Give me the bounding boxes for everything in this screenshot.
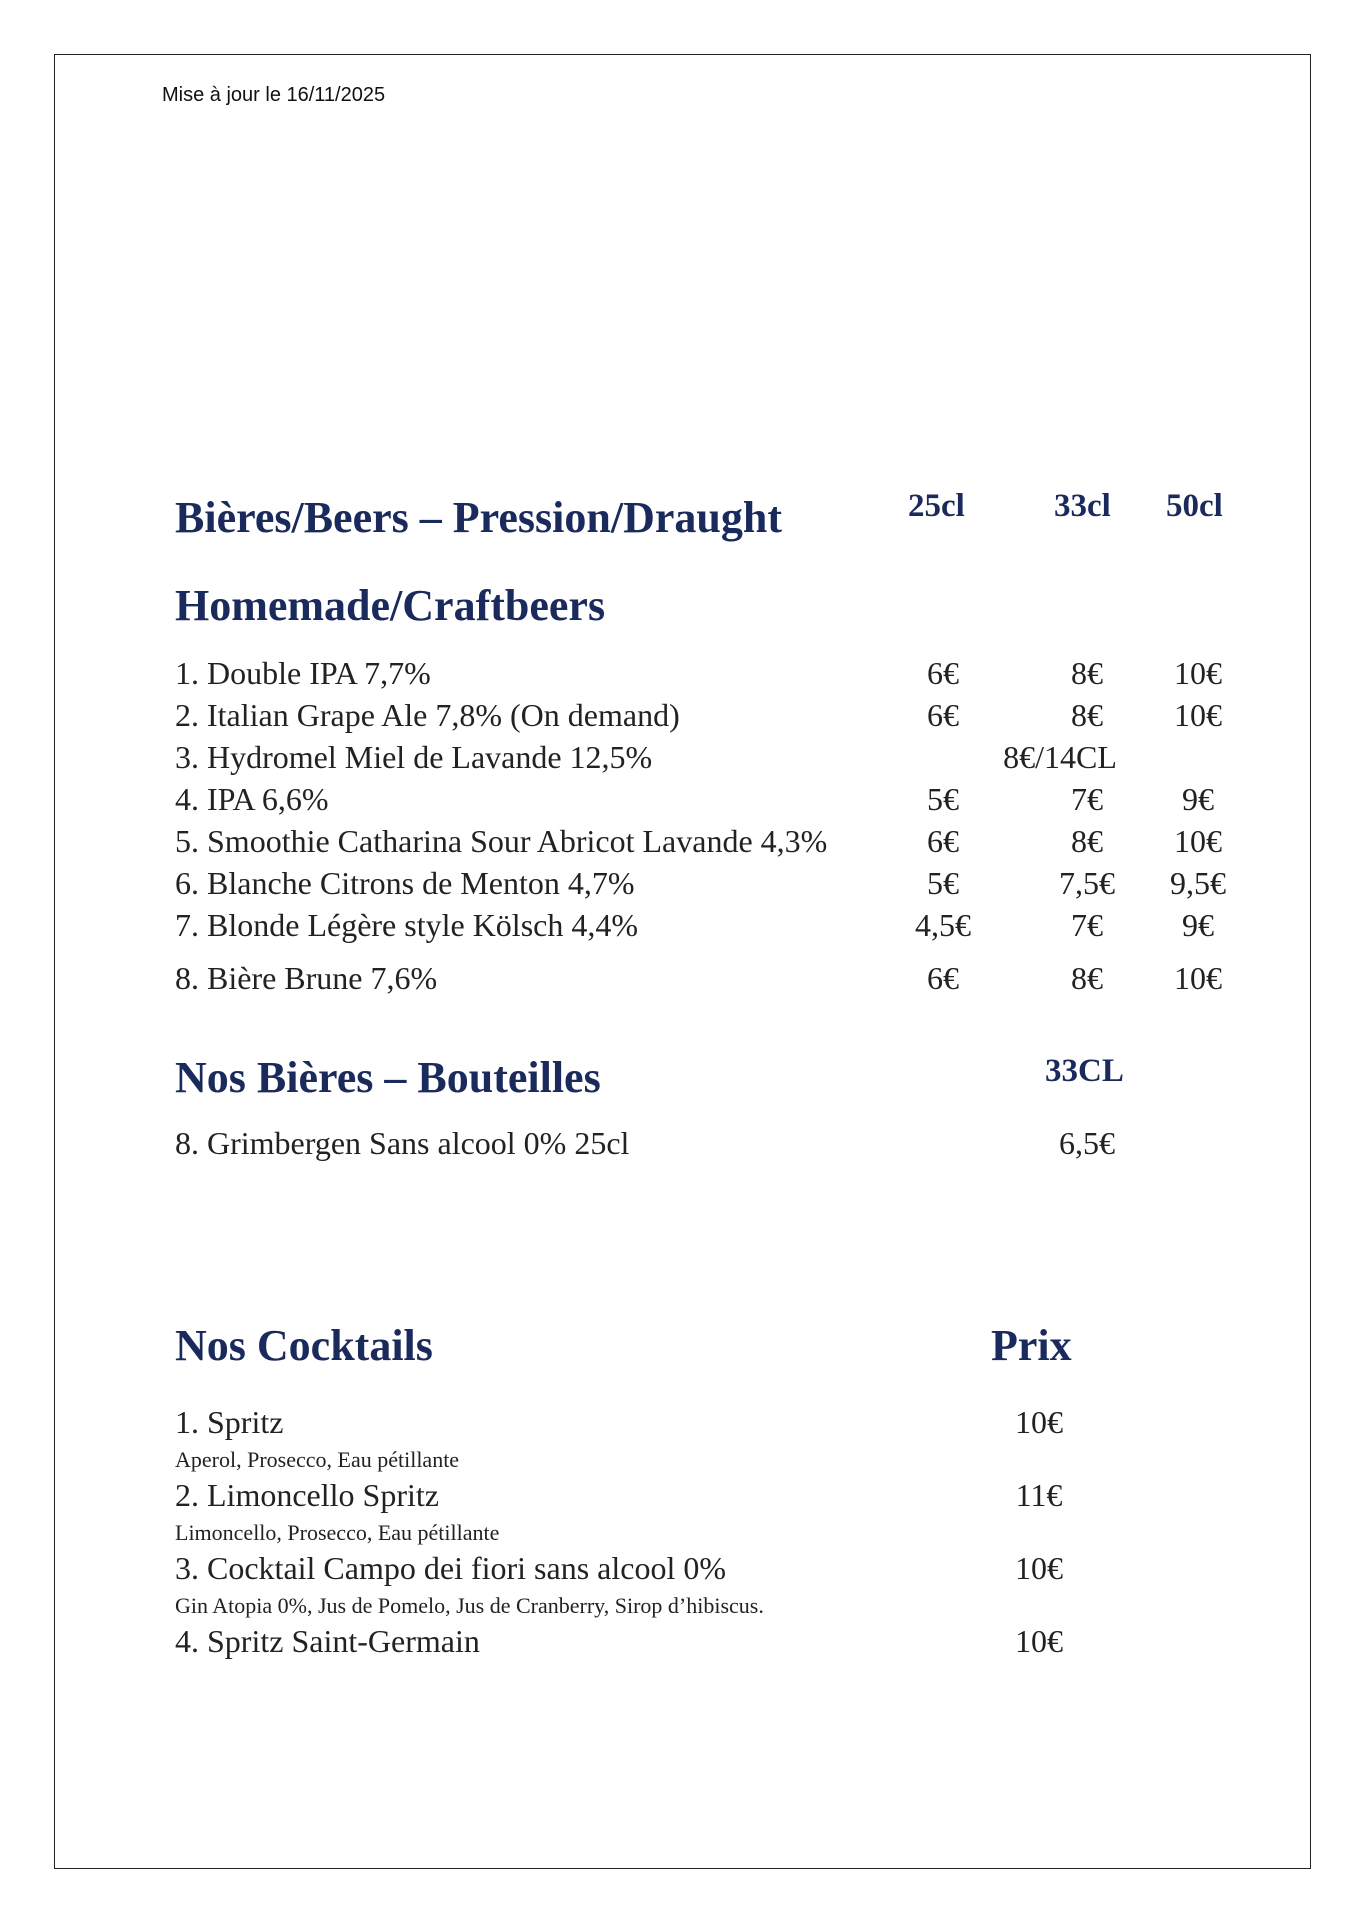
beer-name: 2. Italian Grape Ale 7,8% (On demand) — [175, 697, 680, 733]
bottles-title: Nos Bières – Bouteilles — [175, 1053, 601, 1102]
price-50cl: 10€ — [1174, 823, 1222, 859]
price-50cl: 9€ — [1182, 907, 1214, 943]
price-25cl: 4,5€ — [915, 907, 971, 943]
price-33cl: 7,5€ — [1059, 865, 1115, 901]
list-item — [0, 1477, 1358, 1517]
list-item — [0, 655, 1358, 695]
list-item — [0, 1404, 1358, 1444]
beer-name: 7. Blonde Légère style Kölsch 4,4% — [175, 907, 638, 943]
cocktail-name: 2. Limoncello Spritz — [175, 1477, 439, 1513]
price-33cl: 7€ — [1071, 781, 1103, 817]
list-item — [0, 739, 1358, 779]
price-33cl: 7€ — [1071, 907, 1103, 943]
list-item — [0, 1550, 1358, 1590]
cocktail-description: Limoncello, Prosecco, Eau pétillante — [175, 1520, 500, 1545]
price-50cl: 9,5€ — [1170, 865, 1226, 901]
price-25cl: 6€ — [927, 697, 959, 733]
beer-name: 8. Bière Brune 7,6% — [175, 960, 438, 996]
cocktail-name: 3. Cocktail Campo dei fiori sans alcool 0% — [175, 1550, 726, 1586]
size-25cl-header: 25cl — [908, 488, 965, 524]
size-33cl-header: 33cl — [1054, 488, 1111, 524]
cocktail-price: 11€ — [1015, 1477, 1063, 1513]
price-50cl: 10€ — [1174, 697, 1222, 733]
list-item — [0, 907, 1358, 947]
cocktails-title: Nos Cocktails — [175, 1321, 433, 1370]
cocktail-description: Aperol, Prosecco, Eau pétillante — [175, 1447, 460, 1472]
price-25cl: 6€ — [927, 823, 959, 859]
price-33cl: 8€ — [1071, 655, 1103, 691]
price-33cl: 8€ — [1071, 960, 1103, 996]
update-note: Mise à jour le 16/11/2025 — [162, 84, 386, 106]
beer-name: 6. Blanche Citrons de Menton 4,7% — [175, 865, 635, 901]
list-item — [0, 697, 1358, 737]
cocktail-name: 1. Spritz — [175, 1404, 284, 1440]
list-item — [0, 960, 1358, 1000]
cocktail-price: 10€ — [1015, 1623, 1063, 1659]
beer-name: 4. IPA 6,6% — [175, 781, 329, 817]
price-25cl: 5€ — [927, 781, 959, 817]
list-item — [0, 1125, 1358, 1165]
draught-title: Bières/Beers – Pression/Draught — [175, 493, 782, 542]
list-item — [0, 823, 1358, 863]
draught-subtitle: Homemade/Craftbeers — [175, 581, 606, 630]
beer-name: 3. Hydromel Miel de Lavande 12,5% — [175, 739, 653, 775]
price-50cl: 9€ — [1182, 781, 1214, 817]
cocktail-price-header: Prix — [991, 1321, 1072, 1370]
cocktail-name: 4. Spritz Saint-Germain — [175, 1623, 480, 1659]
price-50cl: 10€ — [1174, 655, 1222, 691]
cocktail-price: 10€ — [1015, 1404, 1063, 1440]
size-50cl-header: 50cl — [1166, 488, 1223, 524]
bottle-price: 6,5€ — [1059, 1125, 1115, 1161]
price-33cl: 8€ — [1071, 697, 1103, 733]
price-50cl: 10€ — [1174, 960, 1222, 996]
beer-name: 5. Smoothie Catharina Sour Abricot Lavande 4,3% — [175, 823, 828, 859]
price-25cl: 6€ — [927, 960, 959, 996]
price-25cl: 6€ — [927, 655, 959, 691]
cocktail-description: Gin Atopia 0%, Jus de Pomelo, Jus de Cranberry, Sirop d’hibiscus. — [175, 1593, 764, 1618]
list-item — [0, 865, 1358, 905]
beer-name: 1. Double IPA 7,7% — [175, 655, 431, 691]
price-33cl: 8€ — [1071, 823, 1103, 859]
bottle-name: 8. Grimbergen Sans alcool 0% 25cl — [175, 1125, 630, 1161]
list-item — [0, 1623, 1358, 1663]
bottle-size-header: 33CL — [1045, 1053, 1124, 1089]
price-25cl: 5€ — [927, 865, 959, 901]
cocktail-price: 10€ — [1015, 1550, 1063, 1586]
list-item — [0, 781, 1358, 821]
price-single: 8€/14CL — [1003, 739, 1117, 775]
